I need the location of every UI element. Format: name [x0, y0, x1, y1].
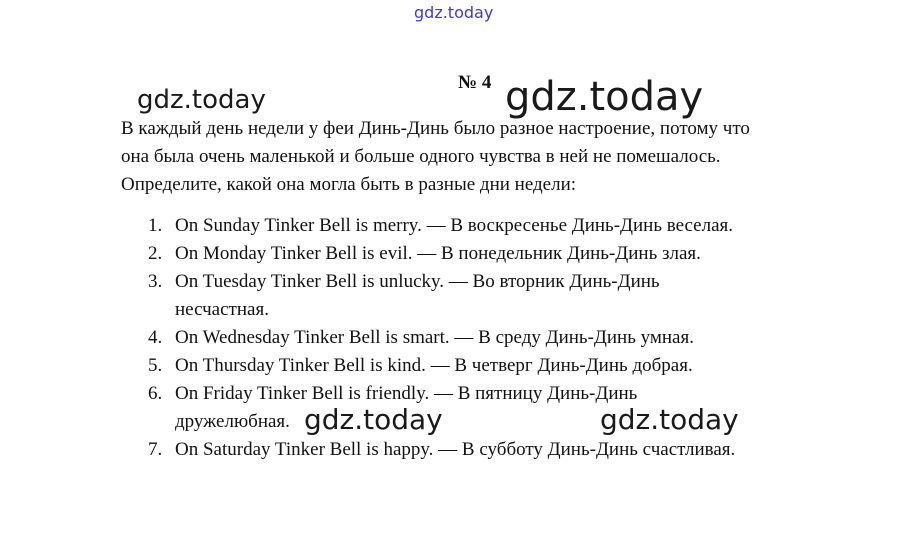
answer-line-continued: несчастная.: [175, 299, 269, 320]
answer-line: On Wednesday Tinker Bell is smart. — В среду Динь-Динь умная.: [175, 327, 694, 348]
answer-item: [140, 324, 860, 352]
answer-line: On Tuesday Tinker Bell is unlucky. — Во вторник Динь-Динь: [175, 271, 660, 292]
item-number: 6.: [148, 383, 163, 404]
watermark-left: gdz.today: [137, 85, 266, 115]
answer-line: On Friday Tinker Bell is friendly. — В пятницу Динь-Динь: [175, 383, 638, 404]
answer-item: [140, 212, 860, 240]
item-number: 7.: [148, 439, 163, 460]
answer-item: [140, 436, 860, 464]
item-number: 3.: [148, 271, 163, 292]
item-number: 5.: [148, 355, 163, 376]
watermark-bottom-right: gdz.today: [600, 403, 739, 436]
answer-line: On Sunday Tinker Bell is merry. — В воскресенье Динь-Динь веселая.: [175, 215, 734, 236]
answer-item: [140, 240, 860, 268]
answer-line: On Monday Tinker Bell is evil. — В понедельник Динь-Динь злая.: [175, 243, 701, 264]
watermark-big: gdz.today: [505, 74, 704, 120]
answer-item: [140, 352, 860, 380]
answer-item: [140, 268, 860, 324]
answer-line: On Saturday Tinker Bell is happy. — В субботу Динь-Динь счастливая.: [175, 439, 736, 460]
task-intro: [121, 115, 861, 199]
intro-line: она была очень маленькой и больше одного чувства в ней не помешалось.: [121, 146, 721, 167]
answer-list: [140, 212, 860, 464]
watermark-top: gdz.today: [414, 3, 494, 22]
intro-line: Определите, какой она могла быть в разные дни недели:: [121, 174, 577, 195]
intro-line: В каждый день недели у феи Динь-Динь было разное настроение, потому что: [121, 118, 750, 139]
item-number: 2.: [148, 243, 163, 264]
answer-line: On Thursday Tinker Bell is kind. — В четверг Динь-Динь добрая.: [175, 355, 693, 376]
answer-line-continued: дружелюбная.: [175, 411, 290, 432]
task-number: № 4: [458, 72, 492, 93]
watermark-bottom-left: gdz.today: [304, 403, 443, 436]
answer-item: [140, 380, 860, 436]
item-number: 4.: [148, 327, 163, 348]
item-number: 1.: [148, 215, 163, 236]
